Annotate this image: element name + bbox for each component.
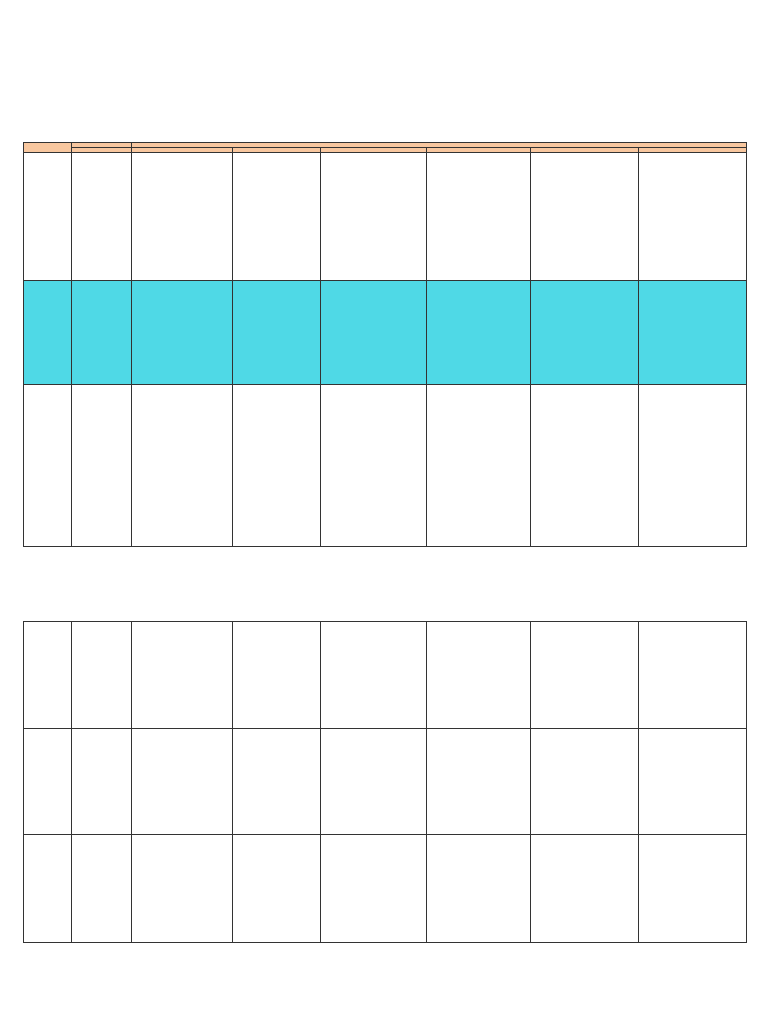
plan-table-1: [23, 142, 747, 547]
cell-fismot: [531, 153, 639, 281]
cell-bahasa: [427, 385, 531, 547]
cell-tema: [72, 281, 132, 385]
cell-hari: [24, 729, 72, 835]
cell-tema: [72, 385, 132, 547]
table-row: [24, 729, 747, 835]
cell-hari: [24, 385, 72, 547]
cell-seni: [639, 835, 747, 943]
cell-hari: [24, 835, 72, 943]
cell-nam: [132, 622, 233, 729]
cell-se: [233, 153, 321, 281]
cell-fismot: [531, 622, 639, 729]
cell-kognitif: [321, 729, 427, 835]
cell-fismot: [531, 281, 639, 385]
cell-kognitif: [321, 281, 427, 385]
cell-seni: [639, 385, 747, 547]
table-row: [24, 153, 747, 281]
table-row: [24, 281, 747, 385]
cell-kognitif: [321, 385, 427, 547]
cell-seni: [639, 729, 747, 835]
cell-nam: [132, 835, 233, 943]
cell-hari: [24, 153, 72, 281]
cell-seni: [639, 281, 747, 385]
cell-kognitif: [321, 835, 427, 943]
cell-fismot: [531, 385, 639, 547]
cell-tema: [72, 622, 132, 729]
cell-hari: [24, 622, 72, 729]
cell-kognitif: [321, 153, 427, 281]
cell-seni: [639, 153, 747, 281]
cell-se: [233, 622, 321, 729]
cell-bahasa: [427, 281, 531, 385]
cell-nam: [132, 281, 233, 385]
cell-fismot: [531, 835, 639, 943]
cell-nam: [132, 153, 233, 281]
cell-nam: [132, 385, 233, 547]
cell-se: [233, 385, 321, 547]
plan-table-2: [23, 621, 747, 943]
cell-tema: [72, 153, 132, 281]
cell-se: [233, 835, 321, 943]
cell-tema: [72, 835, 132, 943]
table-row: [24, 835, 747, 943]
cell-bahasa: [427, 729, 531, 835]
cell-se: [233, 729, 321, 835]
table-row: [24, 385, 747, 547]
header-hari: [24, 143, 72, 153]
cell-bahasa: [427, 835, 531, 943]
cell-bahasa: [427, 622, 531, 729]
cell-nam: [132, 729, 233, 835]
cell-fismot: [531, 729, 639, 835]
cell-bahasa: [427, 153, 531, 281]
cell-tema: [72, 729, 132, 835]
cell-se: [233, 281, 321, 385]
cell-seni: [639, 622, 747, 729]
table-row: [24, 622, 747, 729]
cell-kognitif: [321, 622, 427, 729]
cell-hari: [24, 281, 72, 385]
